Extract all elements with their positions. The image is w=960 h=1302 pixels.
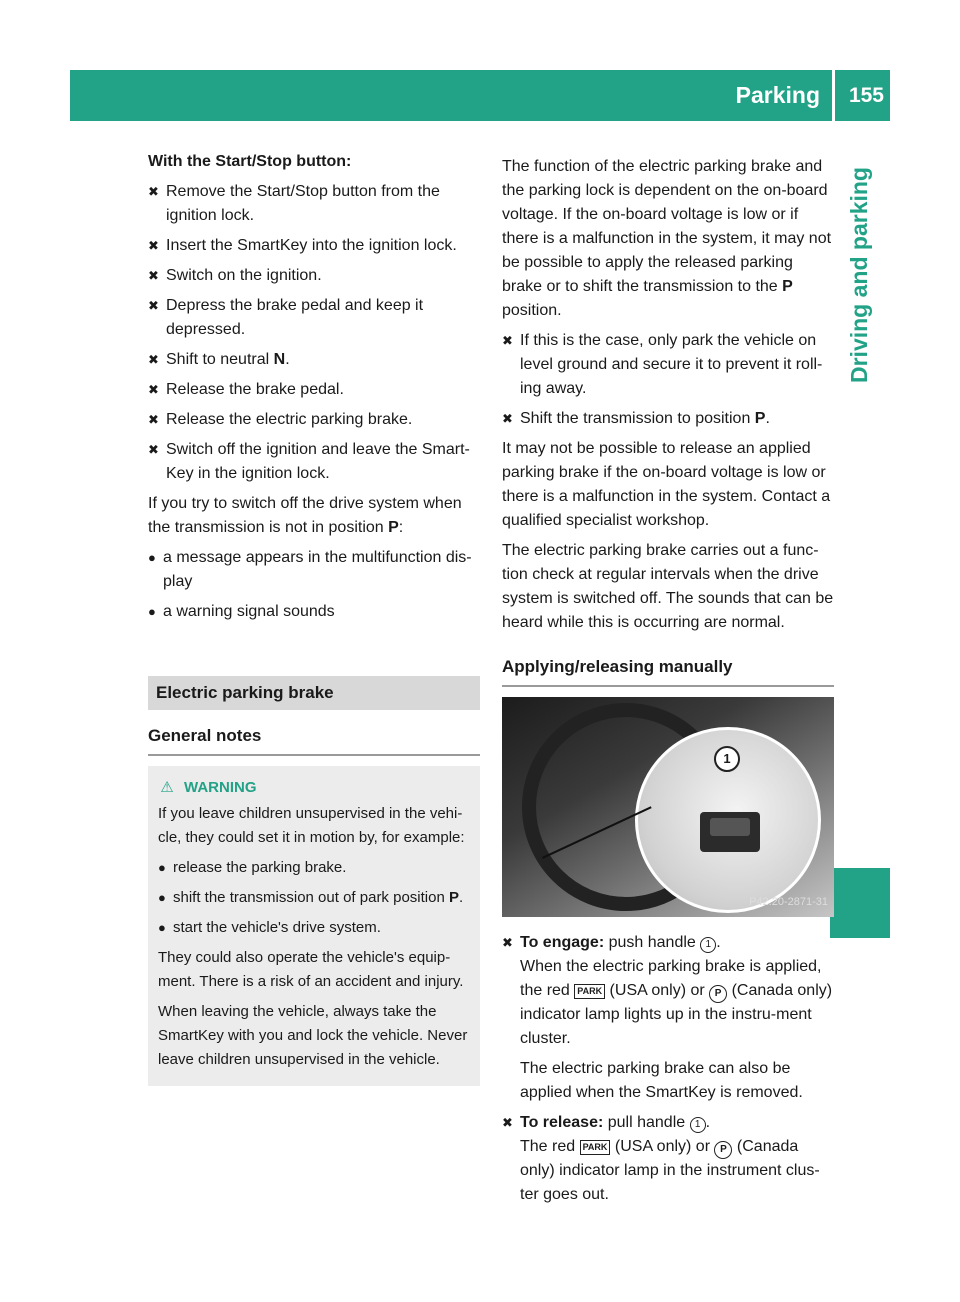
warning-box bbox=[148, 766, 480, 1086]
step-item: ✖ Switch off the ignition and leave the Smart-Key in the ignition lock. bbox=[148, 438, 480, 486]
arrow-icon: ✖ bbox=[148, 382, 159, 397]
side-tab-label: Driving and parking bbox=[846, 167, 872, 383]
bullet-item: ● release the parking brake. bbox=[158, 856, 472, 880]
bullet-item: ● a warning signal sounds bbox=[148, 600, 480, 624]
bullet-item: ● start the vehicle's drive system. bbox=[158, 916, 472, 940]
bullet-icon: ● bbox=[158, 860, 166, 875]
park-icon: PARK bbox=[580, 1140, 611, 1155]
arrow-icon: ✖ bbox=[148, 412, 159, 427]
arrow-icon: ✖ bbox=[502, 411, 513, 426]
section-heading: Electric parking brake bbox=[148, 676, 480, 710]
parking-p-icon: P bbox=[714, 1141, 732, 1159]
step-item: ✖ Depress the brake pedal and keep it depressed. bbox=[148, 294, 480, 342]
handle-ref-icon: 1 bbox=[690, 1117, 706, 1133]
handle-ref-icon: 1 bbox=[700, 937, 716, 953]
left-column bbox=[148, 150, 480, 1086]
step-item: ✖ Release the brake pedal. bbox=[148, 378, 480, 402]
subheading-manual: Applying/releasing manually bbox=[502, 655, 834, 687]
warning-text: If you leave children unsupervised in the vehi-cle, they could set it in motion by, for example: bbox=[158, 805, 465, 846]
bullet-icon: ● bbox=[148, 550, 156, 565]
step-item: ✖ If this is the case, only park the vehicle on level ground and secure it to prevent it roll-ing away. bbox=[502, 329, 834, 401]
step-item: ✖ Release the electric parking brake. bbox=[148, 408, 480, 432]
parking-p-icon: P bbox=[709, 985, 727, 1003]
arrow-icon: ✖ bbox=[502, 935, 513, 950]
parking-brake-photo bbox=[502, 697, 834, 917]
warning-icon: ⚠ bbox=[160, 779, 174, 796]
arrow-icon: ✖ bbox=[148, 352, 159, 367]
step-item: ✖ Shift the transmission to position P. bbox=[502, 407, 834, 431]
bullet-icon: ● bbox=[158, 920, 166, 935]
arrow-icon: ✖ bbox=[502, 1115, 513, 1130]
arrow-icon: ✖ bbox=[502, 333, 513, 348]
right-column bbox=[502, 155, 834, 1213]
header-separator bbox=[832, 70, 835, 121]
page-header bbox=[70, 70, 890, 121]
page-number: 155 bbox=[848, 84, 884, 107]
arrow-icon: ✖ bbox=[148, 442, 159, 457]
step-item: ✖ Remove the Start/Stop button from the ignition lock. bbox=[148, 180, 480, 228]
park-icon: PARK bbox=[574, 984, 605, 999]
arrow-icon: ✖ bbox=[148, 184, 159, 199]
step-item: ✖ Insert the SmartKey into the ignition lock. bbox=[148, 234, 480, 258]
photo-code: P42.20-2871-31 bbox=[749, 896, 828, 908]
bullet-item: ● a message appears in the multifunction dis-play bbox=[148, 546, 480, 594]
warning-text: They could also operate the vehicle's equip-ment. There is a risk of an accident and injury. bbox=[158, 949, 464, 990]
side-tab-marker bbox=[830, 868, 890, 938]
bullet-icon: ● bbox=[148, 604, 156, 619]
subheading-general-notes: General notes bbox=[148, 724, 480, 756]
intro-paragraph: If you try to switch off the drive system when the transmission is not in position P: bbox=[148, 495, 462, 536]
arrow-icon: ✖ bbox=[148, 238, 159, 253]
magnified-detail bbox=[635, 727, 821, 913]
parking-brake-handle bbox=[700, 812, 760, 852]
arrow-icon: ✖ bbox=[148, 298, 159, 313]
release-step: ✖ To release: pull handle 1 . The red PARK (USA only) or P (Canada only) indicator lamp in the instrument clus-ter goes out. bbox=[502, 1111, 834, 1207]
release-paragraph: It may not be possible to release an applied parking brake if the on-board voltage is low or there is a malfunction in the system. Contact a qualified specialist workshop. bbox=[502, 440, 831, 529]
voltage-paragraph: The function of the electric parking brake and the parking lock is dependent on the on-board voltage. If the on-board voltage is low or if there is a malfunction in the system, it may not be possible to apply the released parking brake or to shift the transmission to the P position. bbox=[502, 158, 832, 319]
callout-marker: 1 bbox=[714, 746, 740, 772]
engage-step: ✖ To engage: push handle 1 . When the electric parking brake is applied, the red PARK (USA only) or P (Canada only) indicator lamp lights up in the instru-ment cluster. The electric parking brake can also be applied when the SmartKey is removed. bbox=[502, 931, 834, 1105]
warning-text: When leaving the vehicle, always take the SmartKey with you and lock the vehicle. Never leave children unsupervised in the vehicle. bbox=[158, 1003, 468, 1068]
startstop-heading: With the Start/Stop button: bbox=[148, 153, 352, 170]
function-check-paragraph: The electric parking brake carries out a func-tion check at regular intervals when the drive system is switched off. The sounds that can be heard while this is occurring are normal. bbox=[502, 542, 834, 631]
bullet-icon: ● bbox=[158, 890, 166, 905]
step-item: ✖ Switch on the ignition. bbox=[148, 264, 480, 288]
step-item: ✖ Shift to neutral N. bbox=[148, 348, 480, 372]
page-title: Parking bbox=[735, 82, 820, 108]
bullet-item: ● shift the transmission out of park position P. bbox=[158, 886, 472, 910]
warning-title: ⚠ WARNING bbox=[158, 776, 472, 800]
arrow-icon: ✖ bbox=[148, 268, 159, 283]
